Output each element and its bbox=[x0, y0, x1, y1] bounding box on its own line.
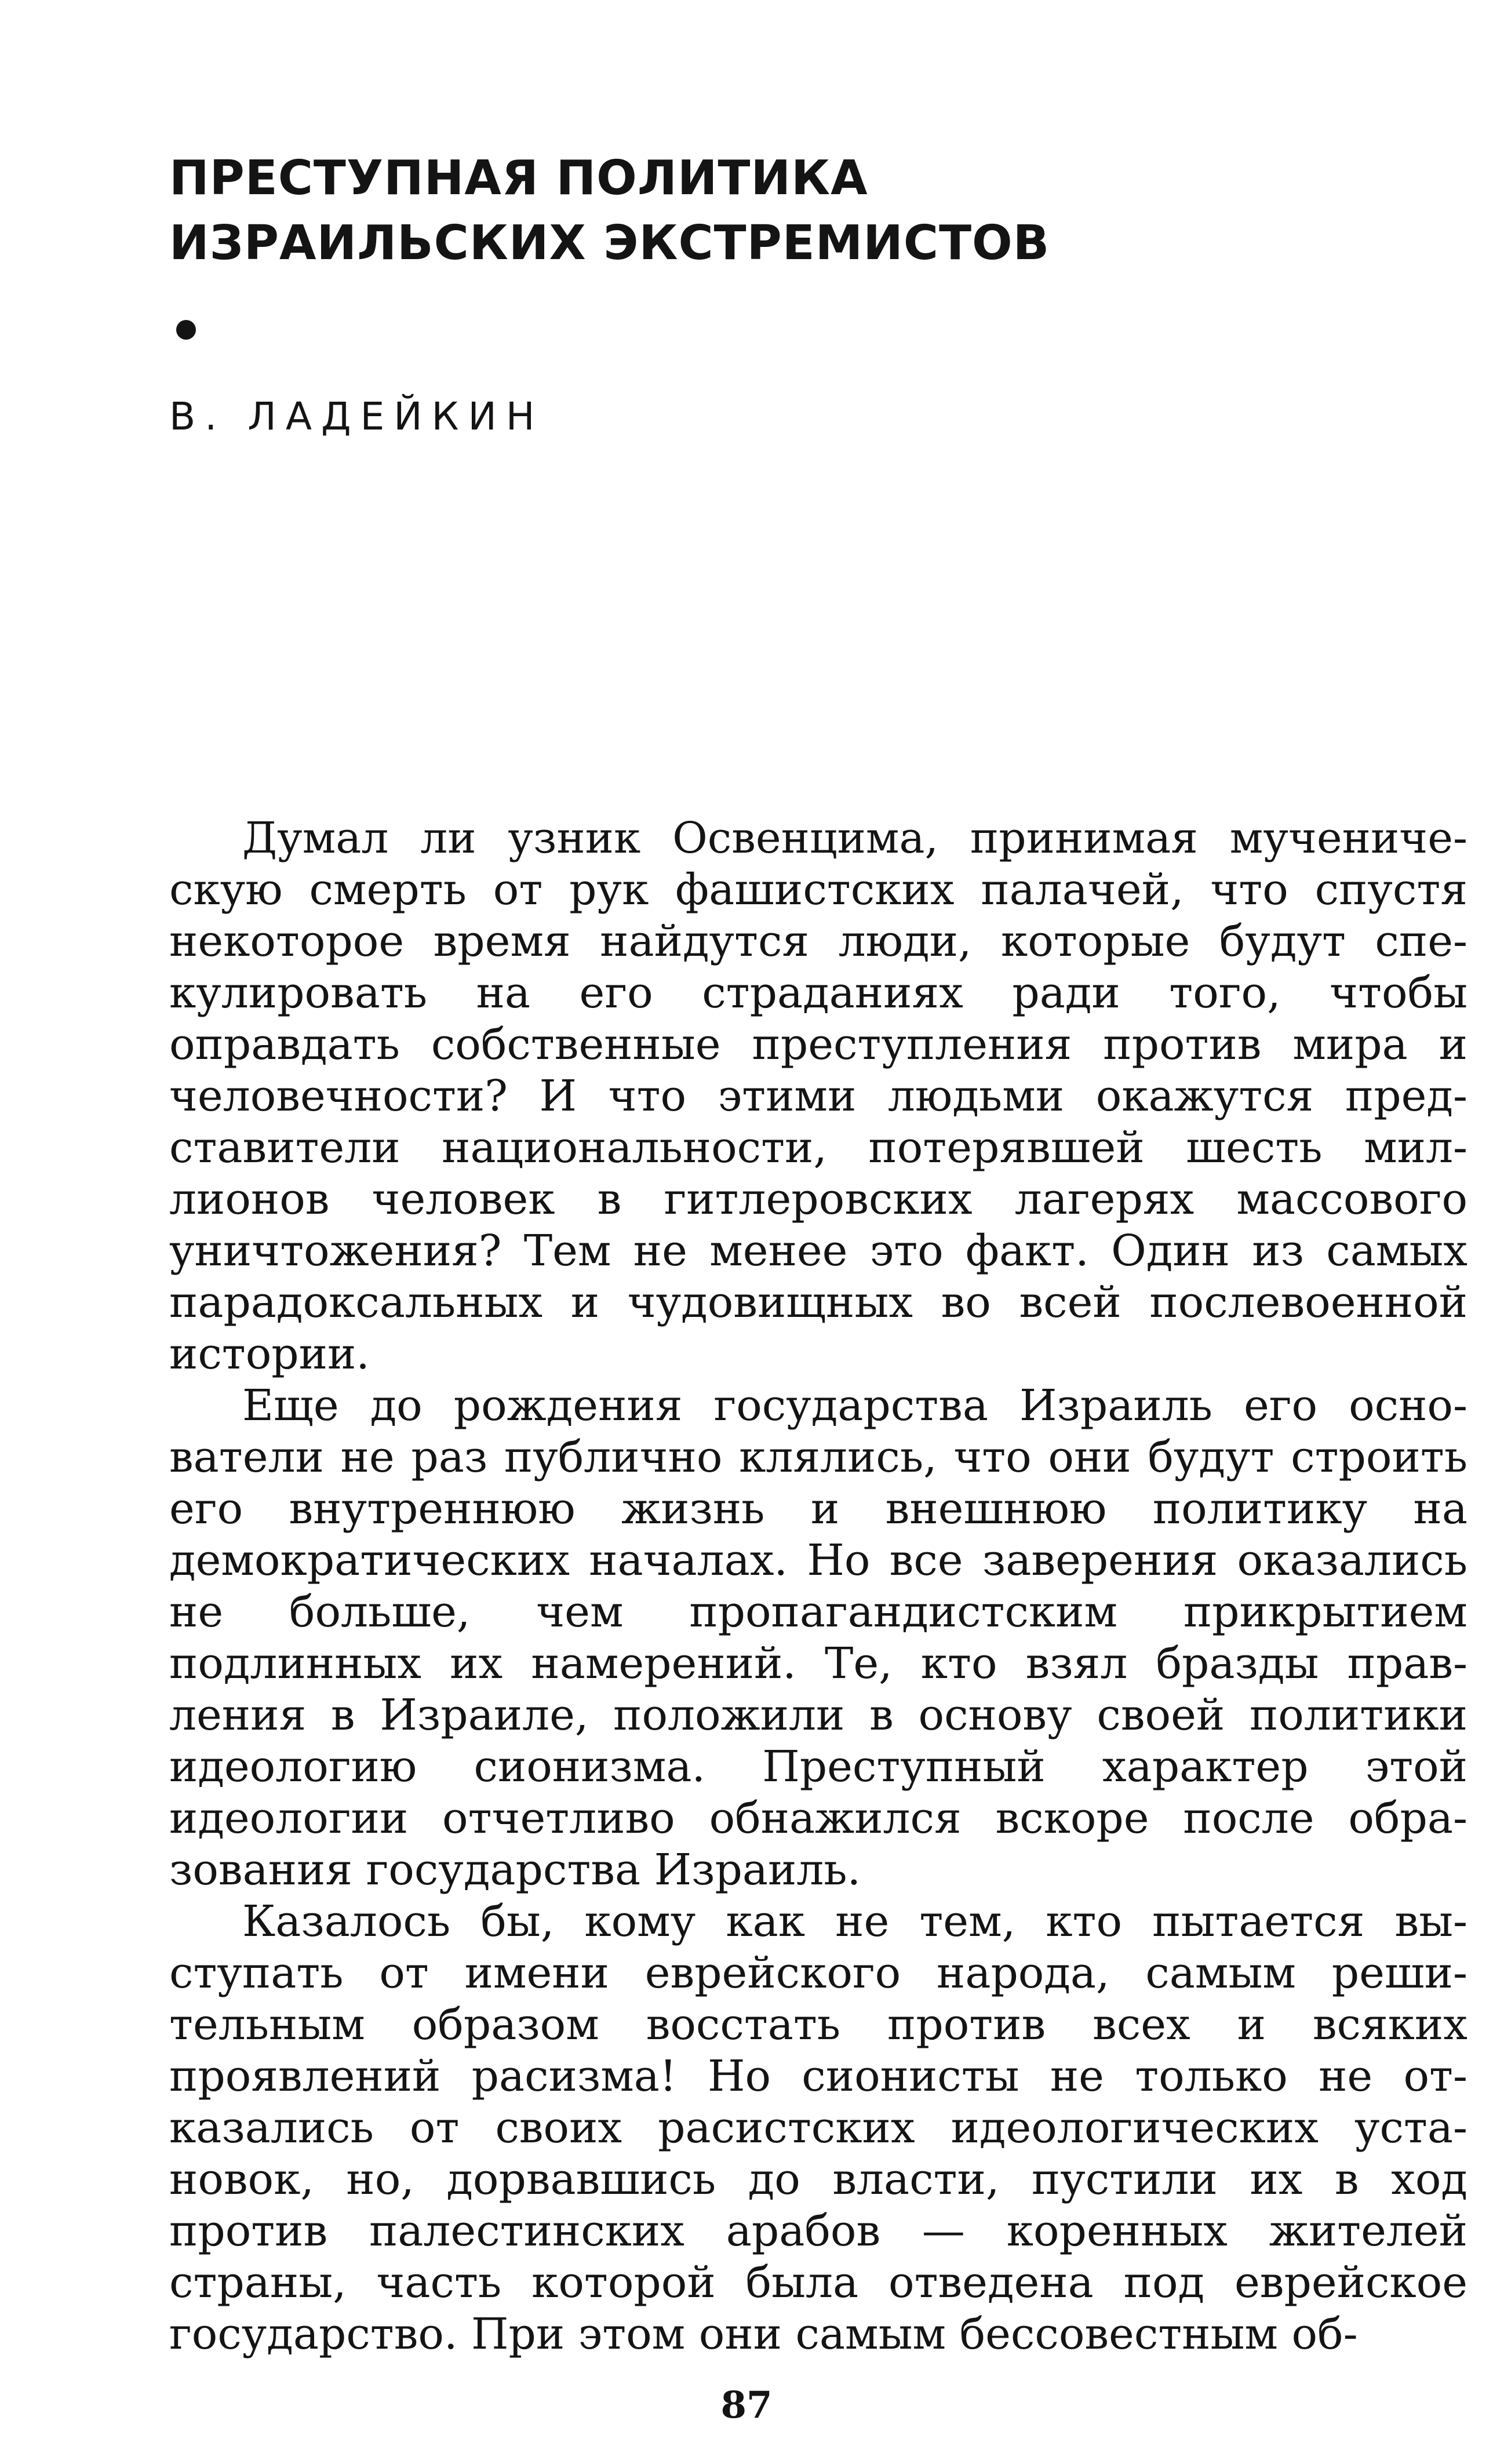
paragraph-3: Казалось бы, кому как не тем, кто пытается выступать от имени еврейского народа, самым решительным образом восстать против всех и всяких проявлений расизма! Но сионисты не только не отказались от своих расистских идеологических установок, но, дорвавшись до власти, пустили их в ход против палестинских арабов — коренных жителей страны, часть которой была отведена под еврейское государство. При этом они самым бессовестным об- bbox=[169, 1897, 1467, 2359]
paragraph-1: Думал ли узник Освенцима, принимая мученическую смерть от рук фашистских палачей, что спустя некоторое время найдутся люди, которые будут спекулировать на его страданиях ради того, чтобы оправдать собственные преступления против мира и человечности? И что этими людьми окажутся представители национальности, потерявшей шесть миллионов человек в гитлеровских лагерях массового уничтожения? Тем не менее это факт. Один из самых парадоксальных и чудовищных во всей послевоенной истории. bbox=[169, 813, 1467, 1379]
bullet-separator bbox=[176, 320, 196, 340]
article-body bbox=[169, 813, 1467, 2360]
title-line-2: ИЗРАИЛЬСКИХ ЭКСТРЕМИСТОВ bbox=[169, 216, 1050, 271]
author-name: В. ЛАДЕЙКИН bbox=[169, 394, 544, 439]
title-line-1: ПРЕСТУПНАЯ ПОЛИТИКА bbox=[169, 151, 868, 206]
page-number: 87 bbox=[720, 2383, 773, 2427]
paragraph-2: Еще до рождения государства Израиль его основатели не раз публично клялись, что они будут строить его внутреннюю жизнь и внешнюю политику на демократических началах. Но все заверения оказались не больше, чем пропагандистским прикрытием подлинных их намерений. Те, кто взял бразды правления в Израиле, положили в основу своей политики идеологию сионизма. Преступный характер этой идеологии отчетливо обнажился вскоре после образования государства Израиль. bbox=[169, 1381, 1467, 1895]
article-title bbox=[169, 146, 1050, 276]
